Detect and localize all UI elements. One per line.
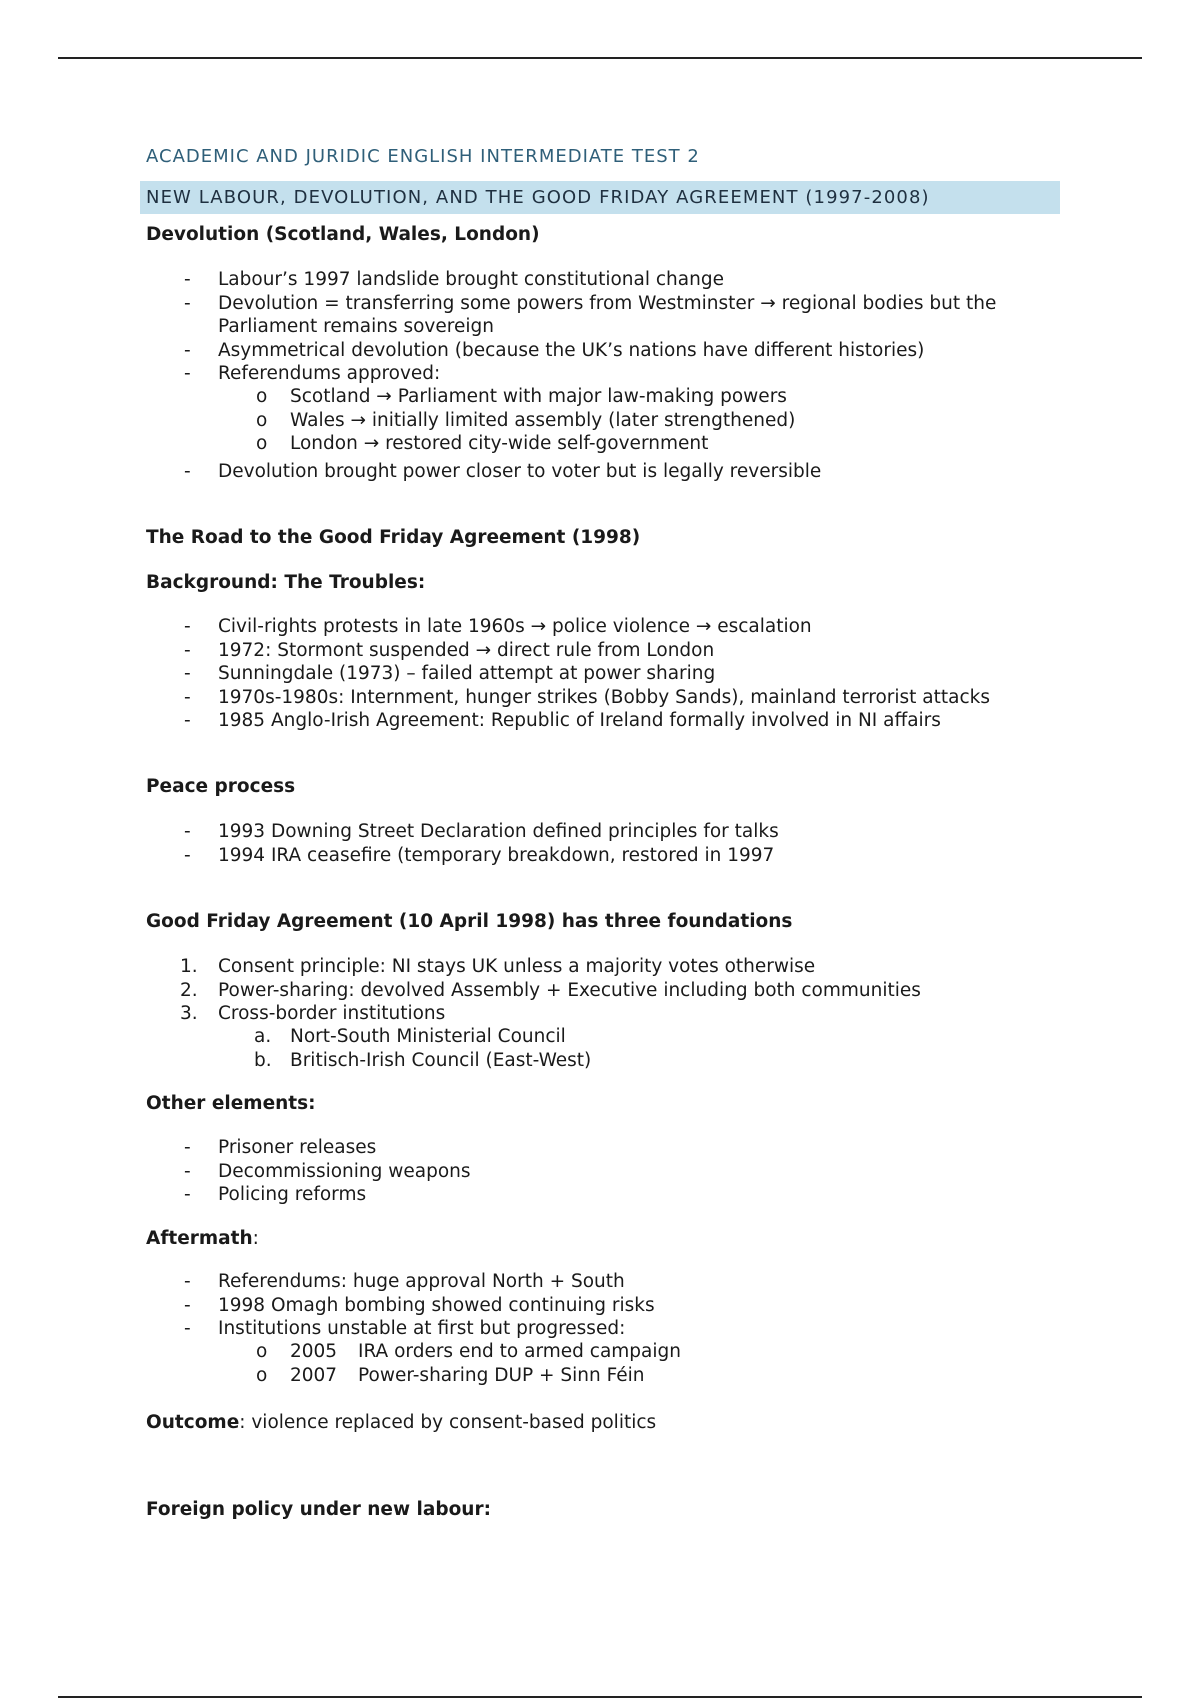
list-item [146, 955, 1046, 979]
list-item: - 1970s-1980s: Internment, hunger strikes (Bobby Sands), mainland terrorist attacks [146, 686, 1046, 710]
list-item: - 1998 Omagh bombing showed continuing risks [146, 1294, 1046, 1318]
other-elements-heading: Other elements: [146, 1093, 316, 1114]
list-item [146, 1340, 681, 1364]
list-item: - 1994 IRA ceasefire (temporary breakdown, restored in 1997 [146, 844, 1046, 868]
foreign-policy-heading: Foreign policy under new labour: [146, 1499, 491, 1520]
list-item: - Civil-rights protests in late 1960s → police violence → escalation [146, 615, 1046, 639]
progress-list [146, 1340, 681, 1387]
aftermath-heading [146, 1228, 259, 1250]
list-item: - Referendums approved: [146, 362, 1046, 386]
devolution-heading: Devolution (Scotland, Wales, London) [146, 224, 540, 245]
item-year: 2007 [290, 1364, 338, 1386]
list-item [146, 1049, 591, 1073]
aftermath-colon: : [252, 1228, 259, 1249]
list-item: - Prisoner releases [146, 1136, 1046, 1160]
background-list [146, 615, 1046, 733]
outcome-text: : violence replaced by consent-based politics [239, 1412, 657, 1433]
referendums-list [146, 385, 795, 456]
list-item [146, 1364, 681, 1388]
list-item: - Devolution = transferring some powers from Westminster → regional bodies but the Parliament remains sovereign [146, 292, 1046, 339]
background-heading: Background: The Troubles: [146, 572, 426, 593]
list-item: - Institutions unstable at first but progressed: [146, 1317, 1046, 1341]
devolution-closing-list [146, 460, 1046, 484]
list-item: - Decommissioning weapons [146, 1160, 1046, 1184]
list-item: - 1993 Downing Street Declaration defined principles for talks [146, 820, 1046, 844]
item-text: Power-sharing: devolved Assembly + Executive including both communities [218, 979, 921, 1001]
item-number: 1. [180, 956, 198, 977]
list-item: - Labour’s 1997 landslide brought constitutional change [146, 268, 1046, 292]
section-banner: NEW LABOUR, DEVOLUTION, AND THE GOOD FRIDAY AGREEMENT (1997-2008) [140, 181, 1060, 214]
aftermath-label: Aftermath [146, 1228, 253, 1249]
item-text: Consent principle: NI stays UK unless a majority votes otherwise [218, 956, 816, 977]
item-text: Nort-South Ministerial Council [290, 1026, 566, 1047]
outcome-label: Outcome [146, 1412, 240, 1433]
item-text: IRA orders end to armed campaign [358, 1341, 681, 1362]
item-text: Power-sharing DUP + Sinn Féin [358, 1364, 645, 1386]
item-number: 2. [180, 979, 198, 1001]
other-elements-list [146, 1136, 1046, 1207]
top-rule [58, 57, 1142, 59]
devolution-list [146, 268, 1046, 386]
list-item: o Scotland → Parliament with major law-making powers [146, 385, 795, 409]
list-item: - Devolution brought power closer to voter but is legally reversible [146, 460, 1046, 484]
institutions-list [146, 1025, 591, 1072]
item-year: 2005 [290, 1341, 338, 1362]
gfa-heading: Good Friday Agreement (10 April 1998) has three foundations [146, 911, 793, 932]
item-label: b. [254, 1049, 272, 1071]
peace-list [146, 820, 1046, 867]
list-item: - Policing reforms [146, 1183, 1046, 1207]
item-label: a. [254, 1026, 272, 1047]
document-title: ACADEMIC AND JURIDIC ENGLISH INTERMEDIATE TEST 2 [146, 146, 700, 167]
list-item [146, 1025, 591, 1049]
item-text: Cross-border institutions [218, 1003, 446, 1024]
list-item [146, 1002, 1046, 1026]
list-item: - Sunningdale (1973) – failed attempt at power sharing [146, 662, 1046, 686]
foundations-list [146, 955, 1046, 1026]
list-item: o Wales → initially limited assembly (later strengthened) [146, 409, 795, 433]
road-heading: The Road to the Good Friday Agreement (1998) [146, 527, 641, 548]
list-item: - 1972: Stormont suspended → direct rule from London [146, 639, 1046, 663]
list-item: o London → restored city-wide self-government [146, 432, 795, 456]
list-item: - Referendums: huge approval North + South [146, 1270, 1046, 1294]
item-text: Britisch-Irish Council (East-West) [290, 1049, 592, 1071]
item-number: 3. [180, 1003, 198, 1024]
outcome-line [146, 1412, 656, 1434]
list-item: - Asymmetrical devolution (because the UK’s nations have different histories) [146, 339, 1046, 363]
list-item: - 1985 Anglo-Irish Agreement: Republic of Ireland formally involved in NI affairs [146, 709, 1046, 733]
peace-heading: Peace process [146, 776, 296, 797]
bottom-rule [58, 1696, 1142, 1698]
list-item [146, 979, 1046, 1003]
aftermath-list [146, 1270, 1046, 1341]
